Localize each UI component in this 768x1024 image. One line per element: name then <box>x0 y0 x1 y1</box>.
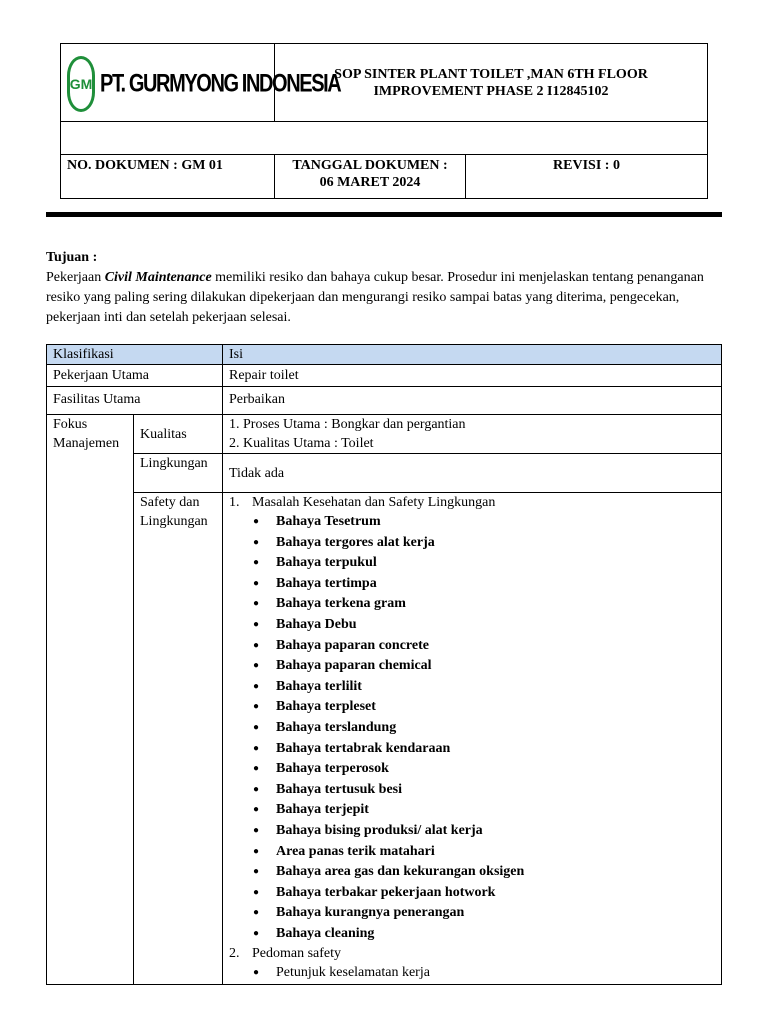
kualitas-label: Kualitas <box>134 415 223 454</box>
document-number: NO. DOKUMEN : GM 01 <box>61 155 275 199</box>
header-divider <box>46 212 722 217</box>
list-item: ● Bahaya terkena gram <box>229 594 715 615</box>
safety-item-2: 2. Pedoman safety <box>229 946 342 962</box>
list-item: ● Bahaya cleaning <box>229 924 715 945</box>
document-header <box>60 43 708 199</box>
fasilitas-label: Fasilitas Utama <box>47 387 223 415</box>
company-logo <box>67 56 340 112</box>
col-isi: Isi <box>223 345 722 365</box>
list-item: ● Petunjuk keselamatan kerja <box>229 963 715 984</box>
lingkungan-label: Lingkungan <box>134 454 223 493</box>
list-item: ● Bahaya tergores alat kerja <box>229 533 715 554</box>
purpose-section <box>46 248 726 328</box>
purpose-heading: Tujuan : <box>46 250 98 265</box>
document-date: TANGGAL DOKUMEN : 06 MARET 2024 <box>275 155 466 199</box>
company-name: PT. GURMYONG INDONESIA <box>100 69 341 98</box>
list-item: ● Bahaya terperosok <box>229 759 715 780</box>
safety-item-1: 1. Masalah Kesehatan dan Safety Lingkungan <box>229 495 496 510</box>
list-item: ● Bahaya terpleset <box>229 697 715 718</box>
kualitas-value: 1. Proses Utama : Bongkar dan pergantian 2. Kualitas Utama : Toilet <box>223 415 722 454</box>
revision: REVISI : 0 <box>466 155 708 199</box>
list-item: ● Bahaya tertimpa <box>229 574 715 595</box>
blank-row <box>61 122 708 155</box>
logo-cell <box>61 44 341 122</box>
list-item: ● Bahaya tertabrak kendaraan <box>229 739 715 760</box>
lingkungan-value: Tidak ada <box>223 454 722 493</box>
list-item: ● Bahaya terpukul <box>229 553 715 574</box>
list-item: ● Bahaya paparan chemical <box>229 656 715 677</box>
list-item: ● Bahaya Tesetrum <box>229 512 715 533</box>
list-item: ● Bahaya area gas dan kekurangan oksigen <box>229 862 715 883</box>
purpose-text: Pekerjaan Civil Maintenance memiliki resiko dan bahaya cukup besar. Prosedur ini menjelaskan tentang penanganan resiko yang paling sering dilakukan dipekerjaan dan mengurangi resiko sampai batas yang diterima, pengecekan, pekerjaan inti dan setelah pekerjaan selesai. <box>46 270 704 325</box>
pekerjaan-value: Repair toilet <box>223 365 722 387</box>
list-item: ● Bahaya paparan concrete <box>229 636 715 657</box>
list-item: ● Bahaya kurangnya penerangan <box>229 903 715 924</box>
list-item: ● Bahaya bising produksi/ alat kerja <box>229 821 715 842</box>
list-item: ● Bahaya Debu <box>229 615 715 636</box>
col-klasifikasi: Klasifikasi <box>47 345 223 365</box>
safety-label: Safety dan Lingkungan <box>134 493 223 985</box>
list-item: ● Bahaya terslandung <box>229 718 715 739</box>
list-item: ● Area panas terik matahari <box>229 842 715 863</box>
sop-table <box>46 344 722 985</box>
fokus-label: Fokus Manajemen <box>47 415 134 985</box>
safety-value <box>223 493 722 985</box>
list-item: ● Bahaya tertusuk besi <box>229 780 715 801</box>
fasilitas-value: Perbaikan <box>223 387 722 415</box>
pekerjaan-label: Pekerjaan Utama <box>47 365 223 387</box>
list-item: ● Bahaya terjepit <box>229 800 715 821</box>
gm-logo-icon: GM <box>67 56 95 112</box>
pedoman-list <box>229 963 715 984</box>
hazard-list <box>229 512 715 944</box>
document-title: SOP SINTER PLANT TOILET ,MAN 6TH FLOOR IMPROVEMENT PHASE 2 I12845102 <box>275 44 708 122</box>
list-item: ● Bahaya terbakar pekerjaan hotwork <box>229 883 715 904</box>
list-item: ● Bahaya terlilit <box>229 677 715 698</box>
